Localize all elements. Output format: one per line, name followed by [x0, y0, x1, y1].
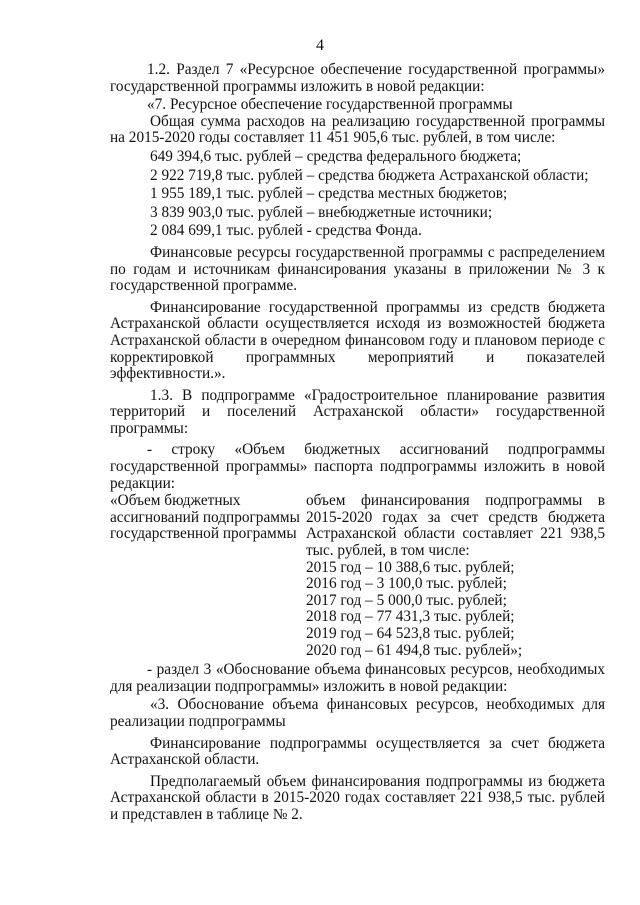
document-body: [110, 62, 605, 824]
yearly-amount: 2016 год – 3 100,0 тыс. рублей;: [306, 575, 507, 593]
yearly-amount: 2017 год – 5 000,0 тыс. рублей;: [306, 591, 507, 609]
yearly-amounts-list: [306, 560, 605, 660]
financial-resources-paragraph: Финансовые ресурсы государственной программы с распределением по годам и источникам финансирования указаны в приложении № 3 к государственной программе.: [110, 243, 605, 295]
section-3-item: - раздел 3 «Обоснование объема финансовых ресурсов, необходимых для реализации подпрограммы» изложить в новой редакции:: [110, 661, 605, 695]
funding-source-item: 1 955 189,1 тыс. рублей – средства местных бюджетов;: [150, 185, 508, 203]
section-7-title: «7. Ресурсное обеспечение государственной программы: [147, 96, 513, 114]
subprogram-financing-paragraph: Финансирование подпрограммы осуществляется за счет бюджета Астраханской области.: [110, 734, 605, 769]
yearly-amount: 2019 год – 64 523,8 тыс. рублей;: [306, 625, 515, 642]
funding-source-item: 2 922 719,8 тыс. рублей – средства бюджета Астраханской области;: [150, 166, 589, 184]
yearly-amount: 2018 год – 77 431,3 тыс. рублей;: [306, 608, 515, 626]
funding-source-item: 3 839 903,0 тыс. рублей – внебюджетные источники;: [150, 203, 493, 221]
yearly-amount: 2015 год – 10 388,6 тыс. рублей;: [306, 558, 515, 576]
paragraph-1-2: 1.2. Раздел 7 «Ресурсное обеспечение государственной программы» государственной программы изложить в новой редакции:: [110, 61, 605, 95]
funding-source-item: 2 084 699,1 тыс. рублей - средства Фонда.: [150, 222, 422, 240]
total-sum-paragraph: Общая сумма расходов на реализацию государственной программы на 2015-2020 годы составляет 11 451 905,6 тыс. рублей, в том числе:: [110, 112, 605, 147]
passport-table: [110, 493, 605, 659]
subprogram-expected-paragraph: Предполагаемый объем финансирования подпрограммы из бюджета Астраханской области в 2015-2020 годах составляет 221 938,5 тыс. рублей и представлен в таблице № 2.: [110, 772, 605, 823]
funding-sources-list: [110, 149, 605, 240]
yearly-amount: 2020 год – 61 494,8 тыс. рублей»;: [306, 641, 523, 659]
paragraph-1-3: 1.3. В подпрограмме «Градостроительное планирование развития территорий и поселений Астраханской области» государственной программы:: [110, 386, 605, 437]
passport-line-item: - строку «Объем бюджетных ассигнований подпрограммы государственной программы» паспорта подпрограммы изложить в новой редакции:: [110, 441, 605, 492]
section-3-title: «3. Обоснование объема финансовых ресурсов, необходимых для реализации подпрограммы: [110, 696, 605, 730]
passport-label: «Объем бюджетных ассигнований подпрограммы государственной программы: [110, 492, 300, 543]
funding-source-item: 649 394,6 тыс. рублей – средства федерального бюджета;: [150, 147, 522, 165]
budget-financing-paragraph: Финансирование государственной программы из средств бюджета Астраханской области осуществляется исходя из возможностей бюджета Астраханской области в очередном финансовом году и плановом периоде с корректировкой программных мероприятий и показателей эффективности.».: [110, 298, 605, 383]
passport-text: объем финансирования подпрограммы в 2015-2020 годах за счет средств бюджета Астраханской области составляет 221 938,5 тыс. рублей, в том числе:: [306, 492, 605, 560]
page-number: 4: [316, 37, 324, 54]
passport-value: [306, 493, 605, 659]
